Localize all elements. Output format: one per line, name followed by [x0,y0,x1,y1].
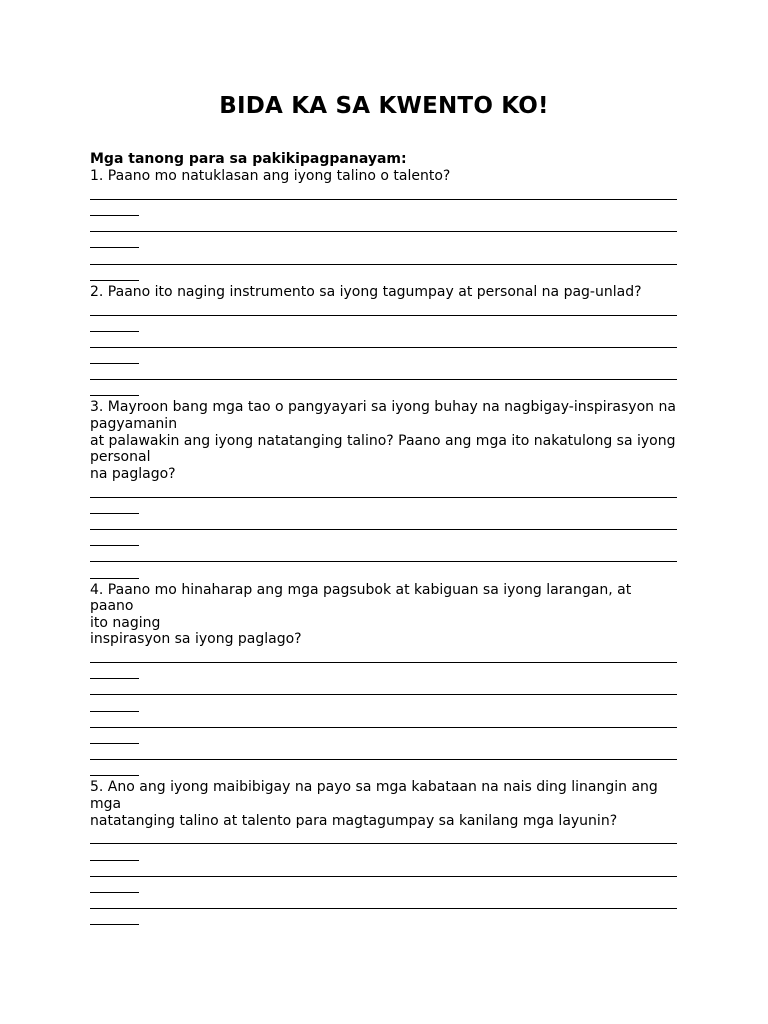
answer-line-continuation [90,565,678,581]
answer-line-continuation [90,847,678,863]
answer-line [90,335,678,351]
answer-line-continuation [90,763,678,779]
question-3 [90,399,678,581]
answer-area [90,187,678,284]
answer-line-continuation [90,351,678,367]
answer-area [90,831,678,928]
answer-line [90,896,678,912]
question-1 [90,168,678,284]
answer-line-continuation [90,533,678,549]
worksheet-page [90,0,678,928]
question-text: 3. Mayroon bang mga tao o pangyayari sa iyong buhay na nagbigay-inspirasyon na pagyamanin at palawakin ang iyong natatanging talino? Paano ang mga ito nakatulong sa iyong personal na paglago? [90,399,676,482]
answer-line-continuation [90,501,678,517]
answer-line [90,219,678,235]
answer-line [90,864,678,880]
answer-line [90,517,678,533]
answer-line [90,549,678,565]
answer-line [90,187,678,203]
question-text: 4. Paano mo hinaharap ang mga pagsubok at kabiguan sa iyong larangan, at paano ito naging inspirasyon sa iyong paglago? [90,581,632,648]
question-text: 1. Paano mo natuklasan ang iyong talino o talento? [90,168,451,184]
answer-line [90,650,678,666]
answer-area [90,650,678,780]
answer-line [90,251,678,267]
question-text: 5. Ano ang iyong maibibigay na payo sa mga kabataan na nais ding linangin ang mga natatanging talino at talento para magtagumpay sa kanilang mga layunin? [90,779,658,829]
answer-line-continuation [90,268,678,284]
answer-area [90,484,678,581]
section-heading: Mga tanong para sa pakikipagpanayam: [90,151,407,167]
answer-line [90,831,678,847]
answer-line-continuation [90,666,678,682]
answer-line-continuation [90,698,678,714]
answer-line-continuation [90,383,678,399]
answer-line [90,367,678,383]
page-title: BIDA KA SA KWENTO KO! [219,93,549,119]
answer-line-continuation [90,235,678,251]
answer-line [90,715,678,731]
answer-line-continuation [90,319,678,335]
answer-line [90,747,678,763]
answer-line-continuation [90,880,678,896]
question-5 [90,779,678,928]
answer-area [90,302,678,399]
answer-line [90,302,678,318]
answer-line [90,682,678,698]
answer-line-continuation [90,731,678,747]
answer-line-continuation [90,912,678,928]
question-4 [90,582,678,780]
answer-line [90,484,678,500]
question-2 [90,284,678,400]
question-text: 2. Paano ito naging instrumento sa iyong tagumpay at personal na pag-unlad? [90,283,642,300]
answer-line-continuation [90,203,678,219]
